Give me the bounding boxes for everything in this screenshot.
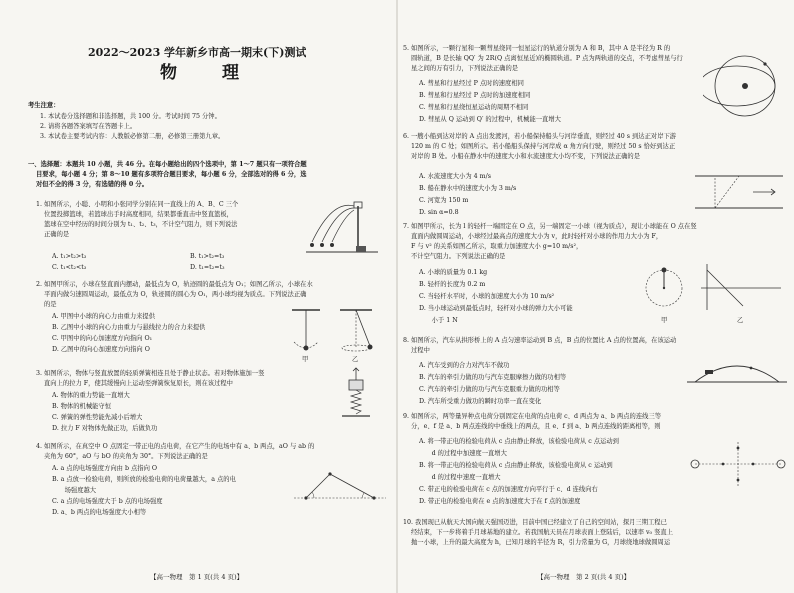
answer-option: 场强度越大 — [52, 487, 97, 494]
question-text: 圆轨道，B 是长轴 QQ′ 为 2R(Q 点离恒星近)的椭圆轨道。P 点为两轨道的交点，不考虑彗星与行 — [411, 55, 683, 62]
question-text: F 与 v² 的关系如图乙所示，取重力加速度大小 g=10 m/s²， — [411, 243, 583, 250]
question-text: 抛一小球，上升的最大高度为 h，已知月球的半径为 R，引力常量为 G，月球绕地球做圆周运 — [411, 539, 671, 546]
answer-option: D. t₁=t₂=t₃ — [190, 264, 225, 271]
answer-option: D. a、b 两点的电场强度大小相等 — [52, 509, 147, 516]
question-text: 1. 如图所示，小聪、小明和小张同学分别在同一直线上的 A、B、C 三个 — [36, 201, 239, 208]
figure-label: 甲 — [302, 356, 309, 363]
question-text: 7. 如图甲所示，长为 l 的轻杆一端固定在 O 点，另一端固定一小球（视为质点），现让小球能在 O 点在竖 — [403, 223, 697, 230]
question-text: 经结束，下一步将着手月球基地的建立。若我国航天员在月球表面上登陆后，以速率 v₀ 竖直上 — [411, 529, 673, 536]
spring-figure — [336, 366, 376, 428]
question-text: 直面内做圆周运动，小球经过最高点的速度大小为 v，此时轻杆对小球的作用力大小为 F， — [411, 233, 663, 240]
figure-label: 甲 — [661, 317, 668, 324]
rod-circle-figure — [637, 262, 691, 314]
question-text: 分，e、f 是 a、b 两点连线的中垂线上的两点，且 e、f 到 a、b 两点连线的距离相等，则 — [411, 423, 661, 430]
answer-option: A. t₁>t₂>t₃ — [52, 253, 87, 260]
answer-option: A. a 点的电场强度方向由 b 点指向 O — [52, 465, 158, 472]
question-text: 10. 我国现已从航天大国向航天强国迈进，目前中国已经建立了自己的空间站，探月三期工程已 — [403, 519, 667, 526]
answer-option: D. 当小球运动到最低点时，轻杆对小球的弹力大小可能 — [419, 305, 573, 312]
question-text: 夹角为 60°，aO 与 bO 的夹角为 30°。下列说法正确的是 — [44, 453, 208, 460]
question-text: 120 m 的 C 处；如图所示。若小船船头保持与河岸成 α 角方向行驶，则经过 50 s 恰好到达正 — [411, 143, 676, 150]
answer-option: C. 带正电的检验电荷在 c 点的加速度方向平行于 c、d 连线向右 — [419, 486, 598, 493]
orbit-figure — [703, 44, 787, 128]
answer-option: D. 彗星从 Q 运动到 Q′ 的过程中，机械能一直增大 — [419, 116, 561, 123]
question-text: 9. 如图所示，两等量异种点电荷分别固定在电荷的点电荷 c、d 两点为 a、b 两点的连线三等 — [403, 413, 662, 420]
answer-option: B. 船在静水中的速度大小为 3 m/s — [419, 185, 517, 192]
charge-figure — [687, 438, 789, 490]
answer-option: C. t₁<t₂<t₃ — [52, 264, 87, 271]
answer-option: C. 弹簧的弹性势能先减小后增大 — [52, 414, 143, 421]
answer-option: d 的过程中加速度一直增大 — [419, 450, 507, 457]
answer-option: B. 物体的机械能守恒 — [52, 403, 112, 410]
question-text: 平面内做匀速圆周运动，最低点为 O，轨迹圆的圆心为 O₁，两小球均视为质点。下列说法正确 — [44, 291, 307, 298]
force-velocity-graph — [697, 260, 787, 316]
answer-option: C. 当轻杆水平时，小球的加速度大小为 10 m/s² — [419, 293, 555, 300]
figure-label: 乙 — [352, 356, 359, 363]
question-text: 3. 如图所示，物体与竖直放置的轻质弹簧相连且处于静止状态。若对物体施加一竖 — [36, 370, 265, 377]
answer-option: A. 水流速度大小为 4 m/s — [419, 173, 491, 180]
figure-label: 乙 — [737, 317, 744, 324]
answer-option: B. t₁>t₂=t₃ — [190, 253, 225, 260]
notice-heading: 考生注意： — [28, 102, 60, 109]
subject-title: 物 理 — [160, 63, 253, 83]
answer-option: B. 将一带正电的检验电荷从 c 点由静止释放，该检验电荷从 c 运动到 — [419, 462, 613, 469]
answer-option: C. 彗星和行星绕恒星运动的周期不相同 — [419, 104, 529, 111]
answer-option: A. 彗星和行星经过 P 点时的速度相同 — [419, 80, 524, 87]
answer-option: B. 轻杆的长度为 0.2 m — [419, 281, 486, 288]
answer-option: A. 将一带正电的检验电荷从 c 点由静止释放，该检验电荷从 c 点运动到 — [419, 438, 619, 445]
answer-option: C. 甲图中的向心加速度方向指向 O₁ — [52, 335, 153, 342]
electric-field-figure — [290, 466, 390, 506]
section-heading: 对但不全的得 3 分，有选错的得 0 分。 — [36, 181, 148, 188]
page-footer: 【高一物理 第 1 页(共 4 页)】 — [150, 573, 244, 581]
basketball-figure — [302, 196, 382, 258]
notice-line: 1. 本试卷分选择题和非选择题，共 100 分。考试时间 75 分钟。 — [40, 113, 221, 120]
answer-option: D. 汽车所受重力做功的瞬时功率一直在变化 — [419, 398, 542, 405]
question-text: 篮球在空中经历的时间分别为 t₁、t₂、t₃，不计空气阻力，则下列说法 — [44, 221, 238, 228]
question-text: 4. 如图所示，在真空中 O 点固定一带正电的点电荷，在它产生的电场中有 a、b 两点，aO 与 ab 的 — [36, 443, 315, 450]
question-text: 的是 — [44, 301, 57, 308]
answer-option: D. 乙图中的向心加速度方向指向 O — [52, 346, 150, 353]
notice-line: 3. 本试卷主要考试内容：人教版必修第二册，必修第三册第九章。 — [40, 133, 225, 140]
question-text: 不计空气阻力。下列说法正确的是 — [411, 253, 506, 260]
answer-option: C. 河宽为 150 m — [419, 197, 469, 204]
arch-bridge-figure — [687, 356, 787, 390]
answer-option: B. 汽车的牵引力做的功与汽车克服摩擦力做的功相等 — [419, 374, 567, 381]
answer-option: D. 拉力 F 对物体先做正功，后做负功 — [52, 425, 158, 432]
answer-option: B. 彗星和行星经过 P 点时的加速度相同 — [419, 92, 531, 99]
question-text: 过程中 — [411, 347, 430, 354]
question-text: 直向上的拉力 F，使其缓慢向上运动至弹簧恢复原长，则在该过程中 — [44, 380, 233, 387]
question-text: 6. 一艘小船到达对岸的 A 点出发渡河，若小船保持船头与河岸垂直，则经过 40 s 到达正对岸下游 — [403, 133, 677, 140]
answer-option: A. 汽车受到的合力对汽车不做功 — [419, 362, 510, 369]
question-text: 2. 如图甲所示，小球在竖直面内摆动，最低点为 O，轨迹圆的最低点为 O₁；如图乙所示，小球在水 — [36, 281, 313, 288]
question-text: 位置投掷篮球，若篮球出手时高度相同，结果都垂直击中竖直篮板， — [44, 211, 233, 218]
answer-option: A. 物体的重力势能一直增大 — [52, 392, 130, 399]
answer-option: C. a 点的电场强度大于 b 点的电场强度 — [52, 498, 163, 505]
answer-option: C. 汽车的牵引力做的功与汽车克服重力做的功相等 — [419, 386, 560, 393]
answer-option: B. a 点放一检验电荷，则所放的检验电荷的电荷量越大，a 点的电 — [52, 476, 236, 483]
question-text: 星之间的万有引力，下列说法正确的是 — [411, 65, 519, 72]
answer-option: A. 小球的质量为 0.1 kg — [419, 269, 488, 276]
page-2 — [397, 0, 794, 593]
question-text: 8. 如图所示，汽车从拱形桥上的 A 点匀速率运动到 B 点，B 点的位置比 A 点的位置高，在该运动 — [403, 337, 677, 344]
section-heading: 一、选择题：本题共 10 小题，共 46 分。在每小题给出的四个选项中，第 1～7 题只有一项符合题 — [28, 161, 307, 168]
river-figure — [693, 168, 785, 216]
question-text: 对岸的 B 处。小船在静水中的速度大小和水流速度大小均不变，下列说法正确的是 — [411, 153, 641, 160]
answer-option: B. 乙图中小球的向心力由重力与悬线拉力的合力来提供 — [52, 324, 206, 331]
section-heading: 目要求，每小题 4 分；第 8～10 题有多项符合题目要求，每小题 6 分，全部选对的得 6 分，选 — [36, 171, 307, 178]
question-text: 5. 如图所示，一颗行星和一颗彗星绕同一恒星运行的轨道分别为 A 和 B，其中 A 是半径为 R 的 — [403, 45, 671, 52]
answer-option: d 的过程中速度一直增大 — [419, 474, 501, 481]
notice-line: 2. 请将各题答案填写在答题卡上。 — [40, 123, 137, 130]
answer-option: D. sin α=0.8 — [419, 209, 459, 216]
page-footer: 【高一物理 第 2 页(共 4 页)】 — [537, 573, 631, 581]
question-text: 正确的是 — [44, 231, 70, 238]
answer-option: 小于 1 N — [419, 317, 458, 324]
answer-option: A. 甲图中小球的向心力由重力来提供 — [52, 313, 156, 320]
answer-option: D. 带正电的检验电荷在 e 点的加速度大于在 f 点的加速度 — [419, 498, 581, 505]
exam-title: 2022～2023 学年新乡市高一期末(下)测试 — [88, 46, 307, 59]
